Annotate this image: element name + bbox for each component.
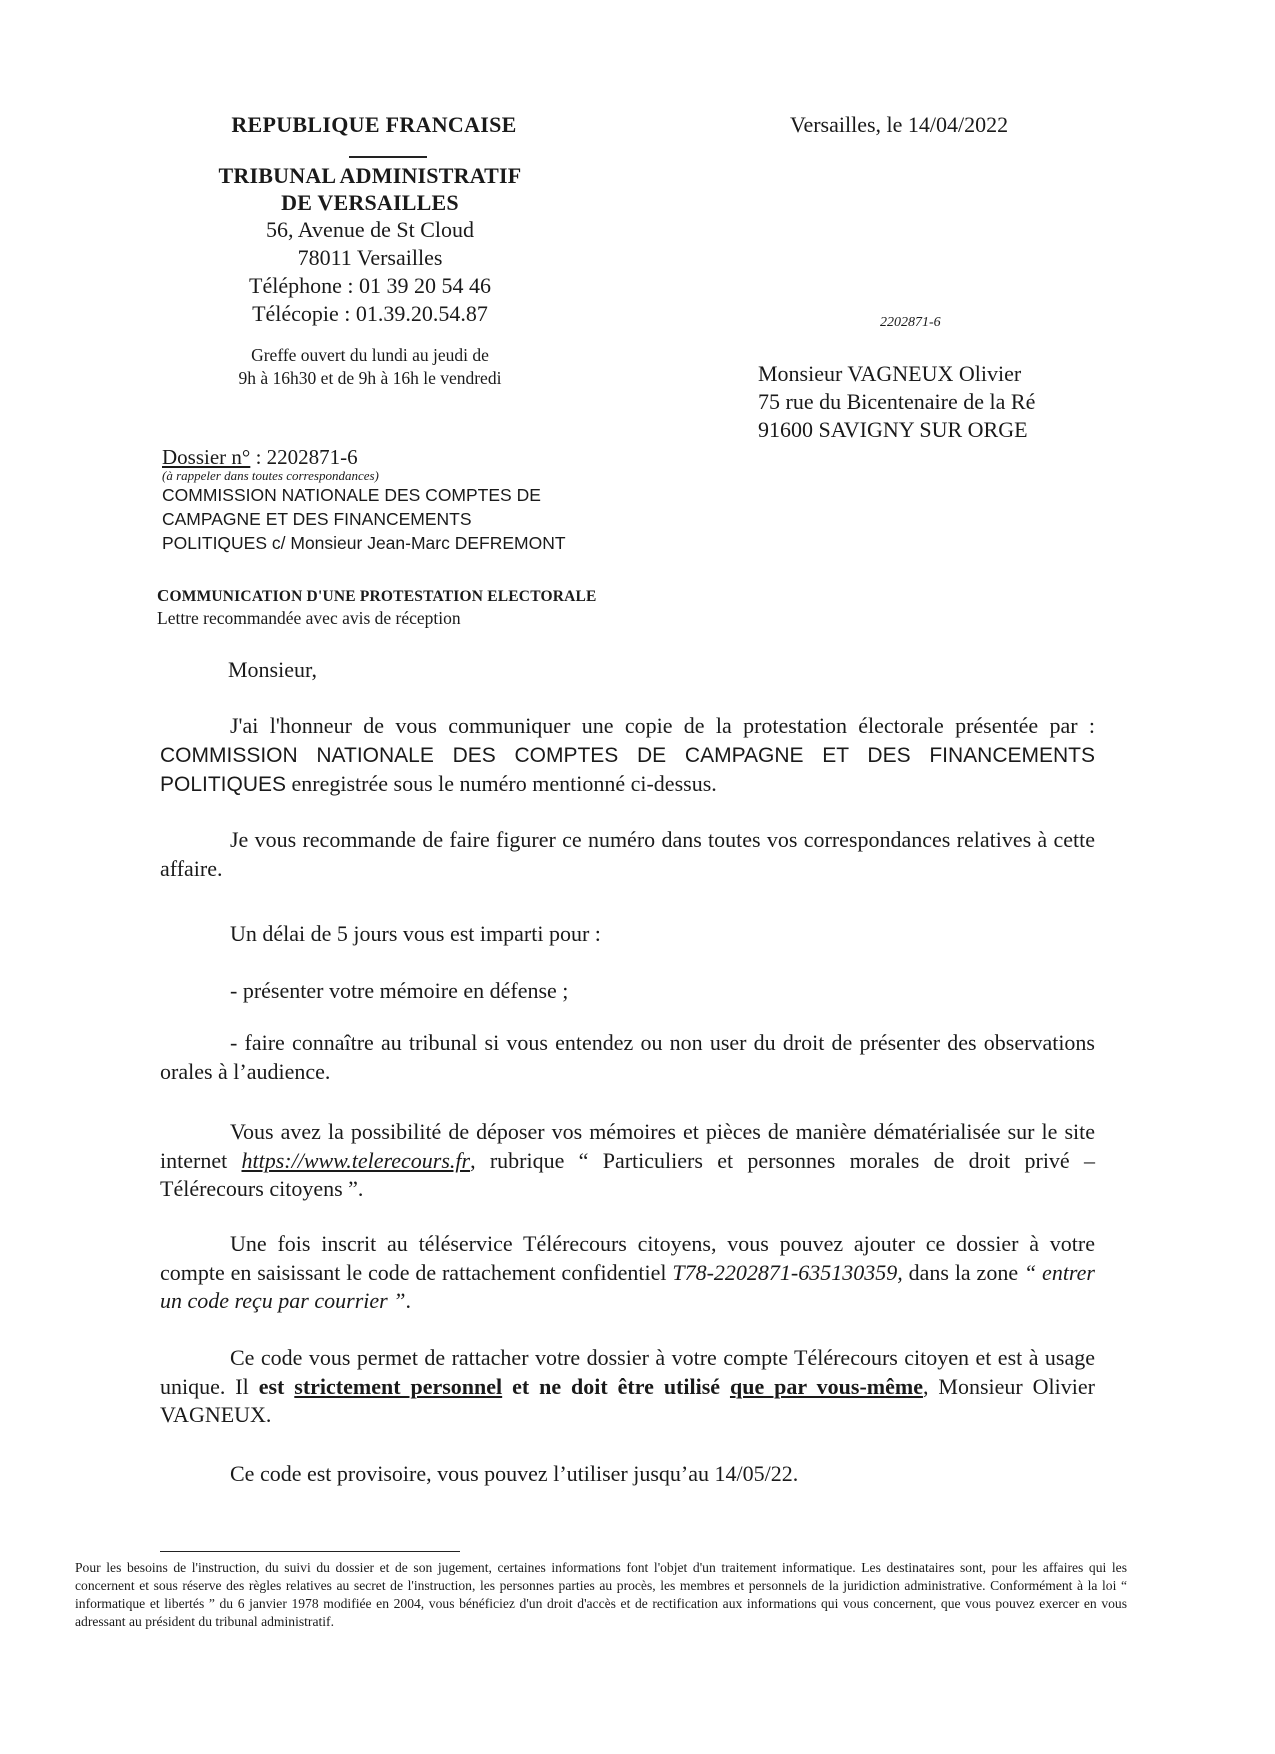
court-header [160, 112, 580, 390]
dossier-parties-line2: CAMPAGNE ET DES FINANCEMENTS [162, 509, 472, 529]
court-telecopie: Télécopie : 01.39.20.54.87 [252, 301, 488, 326]
p3-text: Un délai de 5 jours vous est imparti pour : [230, 921, 601, 946]
footnote-text: Pour les besoins de l'instruction, du suivi du dossier et de son jugement, certaines informations font l'objet d'un traitement informatique. Les destinataires sont, pour les affaires qui les concernent et sous réserve des règles relatives au secret de l'instruction, les personnes parties au procès, les membres et personnels de la juridiction administrative. Conformément à la loi “ informatique et libertés ” du 6 janvier 1978 modifiée en 2004, vous bénéficiez d'un droit d'accès et de rectification aux informations qui vous concernent, que vous pouvez exercer en vous adressant au président du tribunal administratif. [75, 1560, 1127, 1629]
p7-mid: dans la zone [902, 1259, 1024, 1285]
tribunal-name-line1: TRIBUNAL ADMINISTRATIF [218, 163, 522, 188]
dossier-parties-line3: POLITIQUES c/ Monsieur Jean-Marc DEFREMONT [162, 533, 566, 553]
dossier-parties-line1: COMMISSION NATIONALE DES COMPTES DE [162, 485, 541, 505]
dossier-block [162, 446, 566, 555]
attachment-code: T78-2202871-635130359, [672, 1259, 903, 1285]
subject-title [157, 586, 597, 606]
greffe-hours-line1: Greffe ouvert du lundi au jeudi de [251, 345, 489, 365]
salutation: Monsieur, [228, 657, 317, 682]
p2-text: Je vous recommande de faire figurer ce numéro dans toutes vos correspondances relatives à cette affaire. [160, 827, 1095, 881]
greffe-hours-line2: 9h à 16h30 et de 9h à 16h le vendredi [238, 368, 502, 388]
dossier-number-value: : 2202871-6 [250, 445, 358, 469]
p1-intro: J'ai l'honneur de vous communiquer une copie de la protestation électorale présentée par : [230, 713, 1095, 738]
delivery-method: Lettre recommandée avec avis de réception [157, 608, 461, 628]
p9-text: Ce code est provisoire, vous pouvez l’utiliser jusqu’au 14/05/22. [230, 1461, 799, 1486]
dossier-note: (à rappeler dans toutes correspondances) [162, 468, 379, 483]
subject-title-initial: C [157, 586, 170, 605]
p5-text: - faire connaître au tribunal si vous entendez ou non user du droit de présenter des observations orales à l’audience. [160, 1030, 1095, 1084]
court-telephone: Téléphone : 01 39 20 54 46 [249, 273, 491, 298]
p7-intro: Une fois inscrit au téléservice Télérecours citoyens, vous pouvez ajouter ce dossier à votre compte en saisissant le code de rattachement confidentiel [160, 1231, 1095, 1285]
p1-end: enregistrée sous le numéro mentionné ci-dessus. [286, 771, 717, 796]
court-address-city: 78011 Versailles [297, 245, 443, 270]
paragraph-1 [160, 712, 1095, 800]
p8-est: est [258, 1373, 295, 1399]
recipient-city: 91600 SAVIGNY SUR ORGE [758, 417, 1028, 442]
p8-strict: strictement personnel [294, 1373, 503, 1399]
header-rule [349, 156, 427, 158]
dossier-label: Dossier n° [162, 445, 251, 469]
telerecours-link[interactable]: https://www.telerecours.fr [241, 1147, 471, 1173]
p7-end: . [405, 1288, 411, 1313]
reference-number: 2202871-6 [880, 315, 941, 330]
recipient-street: 75 rue du Bicentenaire de la Ré [758, 389, 1036, 414]
paragraph-4 [160, 977, 1095, 1006]
paragraph-2 [160, 826, 1095, 883]
recipient-address [758, 360, 1035, 444]
paragraph-3 [160, 920, 1095, 949]
p4-text: - présenter votre mémoire en défense ; [230, 978, 569, 1003]
court-address-street: 56, Avenue de St Cloud [266, 217, 474, 242]
p7-zone: “ entrer un code reçu par courrier ” [160, 1259, 1095, 1313]
footnote-rule [160, 1551, 460, 1552]
recipient-name: Monsieur VAGNEUX Olivier [758, 361, 1022, 386]
paragraph-6 [160, 1118, 1095, 1204]
p1-party: COMMISSION NATIONALE DES COMPTES DE CAMPAGNE ET DES FINANCEMENTS POLITIQUES [160, 743, 1095, 796]
paragraph-9 [160, 1460, 1095, 1489]
p8-yourself: que par vous-même [729, 1373, 923, 1399]
p6-end: , rubrique “ Particuliers et personnes morales de droit privé – Télérecours citoyens ”. [160, 1147, 1095, 1201]
paragraph-8 [160, 1344, 1095, 1430]
paragraph-5 [160, 1029, 1095, 1086]
p8-mid: et ne doit être utilisé [502, 1373, 730, 1399]
paragraph-7 [160, 1230, 1095, 1316]
tribunal-name-line2: DE VERSAILLES [281, 190, 459, 215]
letter-date: Versailles, le 14/04/2022 [790, 112, 1009, 137]
p6-intro: Vous avez la possibilité de déposer vos mémoires et pièces de manière dématérialisée sur le site internet [160, 1119, 1095, 1173]
p8-intro: Ce code vous permet de rattacher votre dossier à votre compte Télérecours citoyen et est à usage unique. Il [160, 1345, 1095, 1399]
dossier-number [162, 446, 566, 468]
republic-heading: REPUBLIQUE FRANCAISE [231, 112, 517, 137]
subject-title-rest: OMMUNICATION D'UNE PROTESTATION ELECTORALE [169, 588, 597, 605]
p8-end: , Monsieur Olivier VAGNEUX. [160, 1373, 1095, 1427]
